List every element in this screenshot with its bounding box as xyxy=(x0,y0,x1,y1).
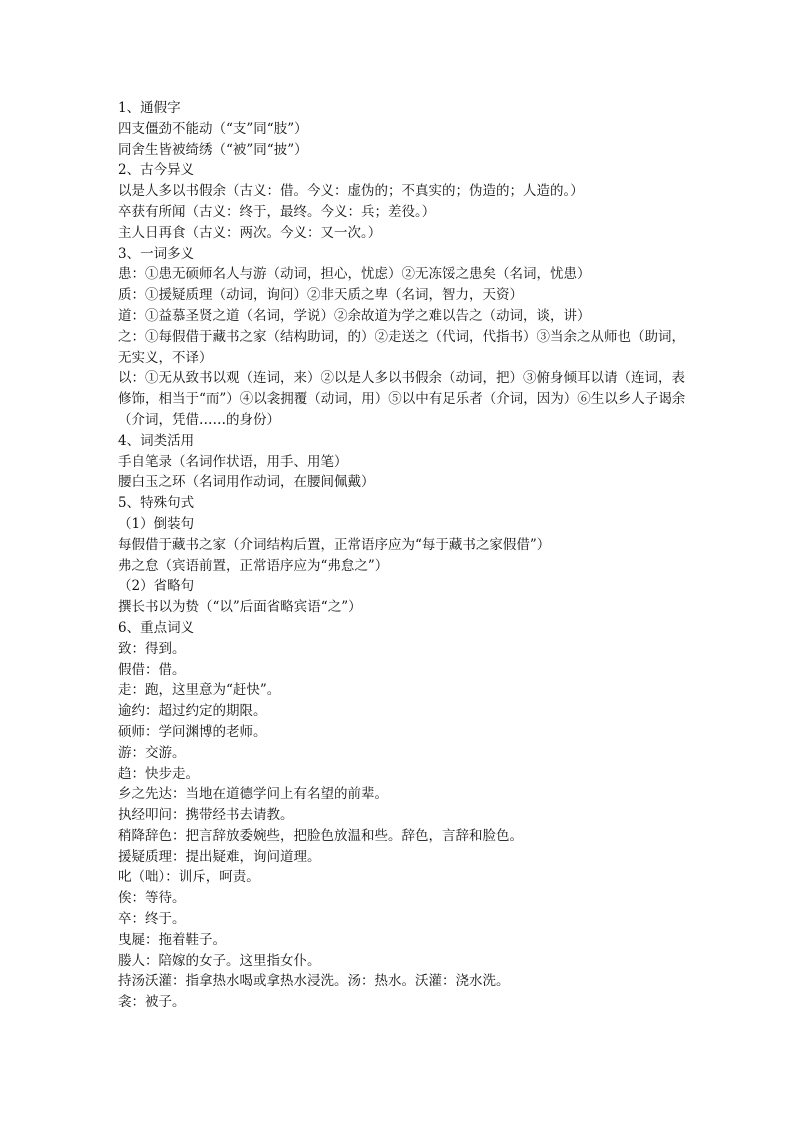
text-paragraph: 以：①无从致书以观（连词，来）②以是人多以书假余（动词，把）③俯身倾耳以请（连词，表修饰，相当于“而”）④以衾拥覆（动词，用）⑤以中有足乐者（介词，因为）⑥生以乡人子谒余（介词，凭借……的身份） xyxy=(118,370,686,428)
text-line: 硕师：学问渊博的老师。 xyxy=(118,723,267,740)
text-line: 媵人：陪嫁的女子。这里指女仆。 xyxy=(118,952,321,969)
text-line: 假借：借。 xyxy=(118,661,186,678)
heading-teshujushi: 5、特殊句式 xyxy=(118,495,195,512)
text-line: 主人日再食（古义：两次。今义：又一次。） xyxy=(118,224,382,241)
text-line: 趋：快步走。 xyxy=(118,765,199,782)
text-paragraph: 之：①每假借于藏书之家（结构助词，的）②走送之（代词，代指书）③当余之从师也（助词，无实义，不译） xyxy=(118,328,685,366)
text-line: 走：跑，这里意为“赶快”。 xyxy=(118,682,281,699)
text-line: 俟：等待。 xyxy=(118,890,186,907)
text-line: 每假借于藏书之家（介词结构后置，正常语序应为“每于藏书之家假借”） xyxy=(118,536,551,553)
text-line: 撰长书以为贽（“以”后面省略宾语“之”） xyxy=(118,599,362,616)
heading-zhongdianciyi: 6、重点词义 xyxy=(118,619,195,636)
text-line: 稍降辞色：把言辞放委婉些，把脸色放温和些。辞色，言辞和脸色。 xyxy=(118,827,523,844)
subheading-shenglueju: （2）省略句 xyxy=(118,578,195,595)
text-line: 四支僵劲不能动（“支”同“肢”） xyxy=(118,120,308,137)
text-line: 患：①患无硕师名人与游（动词，担心，忧虑）②无冻馁之患矣（名词，忧患） xyxy=(118,266,591,283)
text-line: 致：得到。 xyxy=(118,640,186,657)
text-line: 以是人多以书假余（古义：借。今义：虚伪的；不真实的；伪造的；人造的。） xyxy=(118,183,584,200)
text-line: 道：①益慕圣贤之道（名词，学说）②余故道为学之难以告之（动词，谈，讲） xyxy=(118,307,591,324)
heading-yiciduoyi: 3、一词多义 xyxy=(118,245,195,262)
heading-tongjiazi: 1、通假字 xyxy=(118,100,181,116)
document-page xyxy=(118,98,688,1013)
text-line: 持汤沃灌：指拿热水喝或拿热水浸洗。汤：热水。沃灌：浇水洗。 xyxy=(118,973,510,990)
text-line: 卒获有所闻（古义：终于，最终。今义：兵；差役。） xyxy=(118,203,436,220)
text-line: 叱（咄）：训斥，呵责。 xyxy=(118,869,260,886)
text-line: 手自笔录（名词作状语，用手、用笔） xyxy=(118,453,348,470)
text-line: 援疑质理：提出疑难，询问道理。 xyxy=(118,848,321,865)
text-line: 逾约：超过约定的期限。 xyxy=(118,703,267,720)
text-line: 乡之先达：当地在道德学问上有名望的前辈。 xyxy=(118,786,388,803)
text-line: 卒：终于。 xyxy=(118,911,186,928)
text-line: 游：交游。 xyxy=(118,744,186,761)
text-line: 衾：被子。 xyxy=(118,994,186,1011)
text-line: 弗之怠（宾语前置，正常语序应为“弗怠之”） xyxy=(118,557,389,574)
heading-cileihuoyong: 4、词类活用 xyxy=(118,432,195,449)
text-line: 腰白玉之环（名词用作动词，在腰间佩戴） xyxy=(118,474,375,491)
text-line: 质：①援疑质理（动词，询问）②非天质之卑（名词，智力，天资） xyxy=(118,287,523,304)
text-line: 执经叩问：携带经书去请教。 xyxy=(118,807,294,824)
text-line: 曳屣：拖着鞋子。 xyxy=(118,931,226,948)
heading-gujinyiyi: 2、古今异义 xyxy=(118,162,195,179)
text-line: 同舍生皆被绮绣（“被”同“披”） xyxy=(118,141,308,158)
subheading-daozhuangju: （1）倒装句 xyxy=(118,515,195,532)
